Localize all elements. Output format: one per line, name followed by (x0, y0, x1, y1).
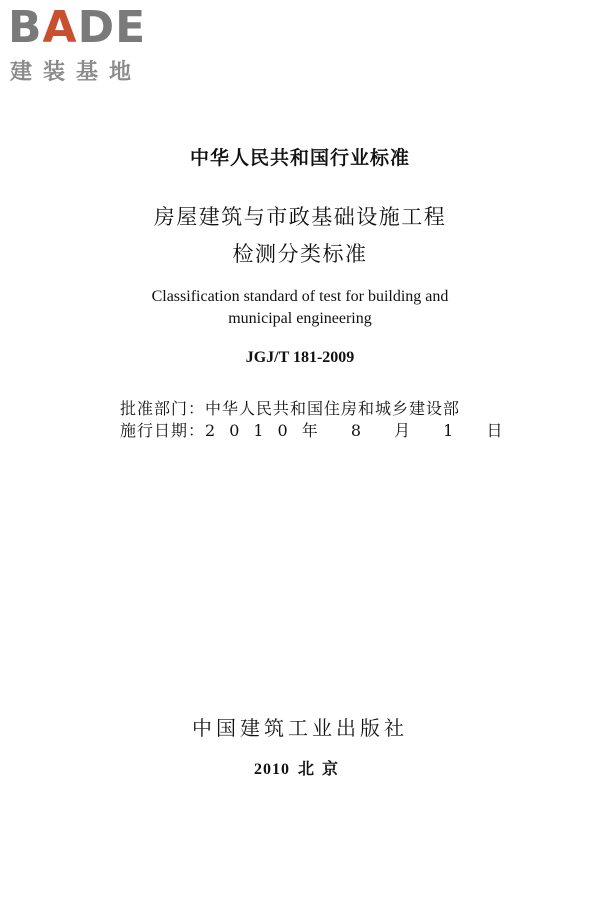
standard-code: JGJ/T 181-2009 (245, 349, 355, 366)
effective-label: 施行日期： (120, 421, 206, 440)
publication-year: 2010 (253, 761, 290, 778)
approval-label: 批准部门： (120, 399, 206, 418)
standard-category: 中华人民共和国行业标准 (189, 147, 410, 169)
publisher: 中国建筑工业出版社 (192, 716, 408, 740)
approval-row (120, 396, 460, 419)
title-en-line1: Classification standard of test for building and (151, 288, 449, 305)
publication-city: 北京 (297, 761, 346, 778)
title-cn-line2: 检测分类标准 (232, 242, 368, 266)
bade-logo (8, 2, 178, 88)
title-en-line2: municipal engineering (228, 310, 372, 327)
publication-info (0, 756, 600, 779)
effective-date-row (120, 418, 516, 441)
effective-value: 2010年 8 月 1 日 (205, 421, 517, 440)
title-cn-line1: 房屋建筑与市政基础设施工程 (153, 205, 447, 229)
logo-wordmark: BADE (8, 2, 147, 53)
logo-subtitle: 建装基地 (10, 60, 143, 85)
approval-value: 中华人民共和国住房和城乡建设部 (205, 399, 461, 418)
